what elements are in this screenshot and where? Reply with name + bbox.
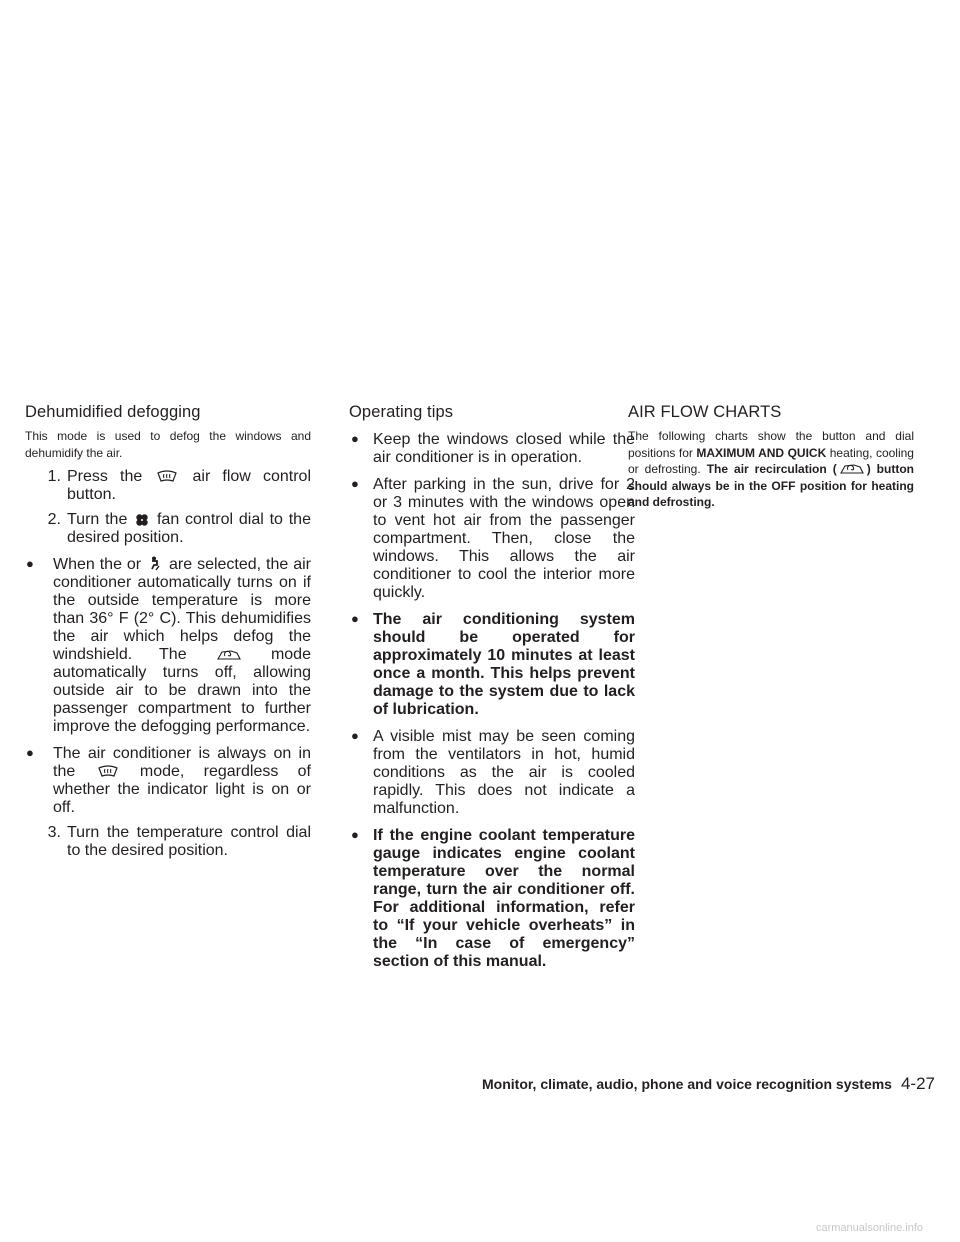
tip-text: The air conditioning system should be operated for approximately 10 minutes at least once a month. This helps prevent damage to the system due to lack of lubrication. — [373, 611, 635, 718]
section-heading: AIR FLOW CHARTS — [628, 403, 782, 421]
bullet-icon: ● — [26, 556, 34, 572]
fan-icon — [135, 513, 149, 527]
dehumidified-defogging-section — [25, 402, 311, 860]
step-text: Press the — [67, 468, 143, 486]
step-1 — [25, 468, 311, 504]
bullet-icon: ● — [351, 476, 359, 491]
operating-tips-section — [349, 402, 635, 971]
floor-defrost-icon — [148, 556, 162, 572]
tip-item — [349, 476, 635, 602]
tip-text: A visible mist may be seen coming from the ventilators in hot, humid conditions as the air is cooled rapidly. This does not indicate a malfunction. — [373, 728, 635, 817]
bullet-text: mode, regardless of whether the indicator light is on or off. — [53, 763, 311, 817]
bullet-text: mode automatically turns off, allowing outside air to be drawn into the passenger compartment to further improve the defogging performance. — [53, 646, 311, 736]
section-heading: Operating tips — [349, 403, 454, 421]
page-footer — [482, 1074, 935, 1094]
footer-section-title: Monitor, climate, audio, phone and voice recognition systems — [482, 1076, 892, 1092]
air-flow-paragraph: The following charts show the button and dial positions for MAXIMUM AND QUICK heating, cooling or defrosting. The air recirculation ( ) button should always be in the OFF position for heating and defrosting. — [628, 429, 914, 510]
step-number: 2. — [47, 511, 61, 529]
step-3 — [25, 824, 311, 860]
bullet-text: When the — [53, 556, 122, 574]
air-flow-charts-section — [628, 402, 914, 511]
bullet-item — [25, 745, 311, 817]
watermark: carmanualsonline.info — [816, 1222, 924, 1234]
air-recirculation-icon — [216, 648, 242, 662]
tip-item — [349, 431, 635, 467]
bullet-icon: ● — [26, 745, 34, 761]
step-number: 1. — [47, 468, 61, 486]
tip-item — [349, 827, 635, 971]
tip-item — [349, 728, 635, 818]
bullet-text: or — [126, 556, 142, 574]
front-defrost-icon — [97, 765, 119, 779]
step-text: fan control dial to the desired position. — [67, 511, 311, 547]
air-recirculation-icon — [839, 462, 865, 476]
bullet-icon: ● — [351, 611, 359, 626]
step-text: Turn the temperature control dial to the desired position. — [67, 824, 311, 860]
bullet-icon: ● — [351, 827, 359, 842]
bullet-icon: ● — [351, 431, 359, 446]
step-text: air flow control button. — [67, 468, 312, 504]
front-defrost-icon — [156, 470, 178, 484]
step-2 — [25, 511, 311, 547]
tip-text: If the engine coolant temperature gauge indicates engine coolant temperature over the normal range, turn the air conditioner off. For additional information, refer to “If your vehicle overheats” in the “In case of emergency” section of this manual. — [373, 827, 635, 970]
bullet-text: are selected, the air conditioner automatically turns on if the outside temperature is more than 36° F (2° C). This dehumidifies the air which helps defog the windshield. The — [53, 556, 311, 664]
tip-text: After parking in the sun, drive for 2 or 3 minutes with the windows open to vent hot air from the passenger compartment. Then, close the windows. This allows the air conditioner to cool the interior more quickly. — [373, 476, 635, 601]
page-number: 4-27 — [900, 1074, 935, 1093]
bullet-text: The air conditioner is always on in the — [53, 745, 311, 781]
tip-item — [349, 611, 635, 719]
intro-paragraph: This mode is used to defog the windows and dehumidify the air. — [25, 429, 311, 460]
bullet-icon: ● — [351, 728, 359, 743]
step-text: Turn the — [67, 511, 128, 529]
tip-text: Keep the windows closed while the air conditioner is in operation. — [373, 431, 635, 466]
bullet-item — [25, 556, 311, 736]
step-number: 3. — [47, 824, 61, 842]
section-heading: Dehumidified defogging — [25, 403, 201, 421]
